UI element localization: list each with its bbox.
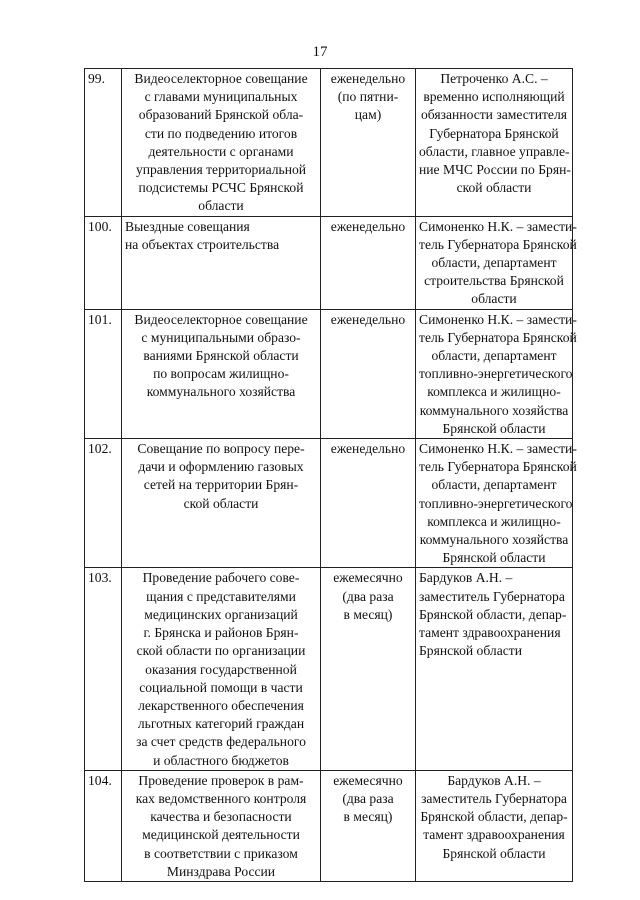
responsible-line: Брянской области, депар- bbox=[419, 606, 567, 622]
period-line: ежемесячно bbox=[333, 570, 403, 586]
event-name-line: медицинской деятельности bbox=[142, 827, 300, 843]
responsible-line: тель Губернатора Брянской bbox=[419, 236, 577, 252]
responsible-line: области, департамент bbox=[431, 255, 557, 271]
responsible-line: Симоненко Н.К. – замести- bbox=[419, 311, 577, 327]
event-name-line: с муниципальными образо- bbox=[141, 329, 301, 345]
events-table bbox=[84, 68, 577, 882]
period-line: еженедельно bbox=[330, 441, 406, 457]
row-number: 104. bbox=[85, 770, 122, 881]
responsible-line: Брянской области bbox=[419, 643, 522, 659]
row-number: 103. bbox=[85, 568, 122, 770]
period-line: (два раза bbox=[342, 790, 394, 806]
period-cell bbox=[321, 69, 416, 217]
responsible-line: заместитель Губернатора bbox=[421, 790, 567, 806]
period-line: еженедельно bbox=[330, 311, 406, 327]
responsible-line: тель Губернатора Брянской bbox=[419, 459, 577, 475]
period-cell bbox=[321, 309, 416, 438]
responsible-line: комплекса и жилищно- bbox=[427, 513, 561, 529]
event-name-line: по вопросам жилищно- bbox=[153, 366, 289, 382]
event-name-line: Проведение проверок в рам- bbox=[138, 772, 304, 788]
event-name-line: Видеоселекторное совещание bbox=[134, 71, 308, 86]
event-name-line: ской области bbox=[183, 495, 259, 511]
period-line: еженедельно bbox=[330, 71, 406, 86]
period-line: (два раза bbox=[342, 588, 394, 604]
row-number: 101. bbox=[85, 309, 122, 438]
table-row bbox=[85, 568, 573, 770]
responsible-line: области, главное управле- bbox=[419, 143, 570, 159]
event-name-line: Минздрава России bbox=[166, 863, 276, 879]
responsible-line: коммунального хозяйства bbox=[419, 532, 569, 548]
responsible-line: строительства Брянской bbox=[424, 273, 564, 289]
responsible-line: Брянской области, депар- bbox=[420, 809, 568, 825]
period-line: в месяц) bbox=[343, 606, 393, 622]
responsible-line: топливно-энергетического bbox=[419, 495, 573, 511]
events-table-body bbox=[85, 69, 577, 882]
event-name-line: щания с представителями bbox=[146, 588, 296, 604]
event-name-line: г. Брянска и районов Брян- bbox=[143, 625, 299, 641]
responsible-cell bbox=[416, 439, 577, 568]
responsible-line: Бардуков А.Н. – bbox=[447, 772, 541, 788]
event-name-line: на объектах строительства bbox=[125, 236, 280, 252]
event-name-line: управления территориальной bbox=[135, 162, 307, 178]
event-name-line: и областного бюджетов bbox=[153, 752, 289, 768]
event-name-line: коммунального хозяйства bbox=[146, 384, 296, 400]
event-name-line: в соответствии с приказом bbox=[144, 845, 298, 861]
event-name-line: качества и безопасности bbox=[150, 809, 292, 825]
event-name-line: ваниями Брянской области bbox=[143, 348, 299, 364]
period-cell bbox=[321, 568, 416, 770]
responsible-line: Бардуков А.Н. – bbox=[419, 570, 513, 586]
responsible-line: Брянской области bbox=[442, 550, 546, 566]
period-cell bbox=[321, 216, 416, 309]
period-cell bbox=[321, 439, 416, 568]
table-row bbox=[85, 770, 573, 881]
table-row bbox=[85, 216, 573, 309]
responsible-line: тель Губернатора Брянской bbox=[419, 329, 577, 345]
responsible-line: Петроченко А.С. – bbox=[440, 71, 548, 86]
responsible-cell bbox=[416, 69, 573, 217]
responsible-line: временно исполняющий bbox=[423, 89, 565, 105]
event-name-cell bbox=[122, 216, 321, 309]
responsible-line: комплекса и жилищно- bbox=[427, 384, 561, 400]
table-row bbox=[85, 309, 573, 438]
table-row bbox=[85, 439, 573, 568]
event-name-line: Проведение рабочего сове- bbox=[142, 570, 300, 586]
event-name-line: за счет средств федерального bbox=[136, 734, 306, 750]
event-name-line: сти по подведению итогов bbox=[144, 125, 298, 141]
responsible-cell bbox=[416, 770, 573, 881]
event-name-line: с главами муниципальных bbox=[144, 89, 298, 105]
period-line: в месяц) bbox=[343, 809, 393, 825]
event-name-line: ках ведомственного контроля bbox=[135, 790, 307, 806]
responsible-line: тамент здравоохранения bbox=[423, 827, 565, 843]
responsible-cell bbox=[416, 309, 577, 438]
responsible-line: Симоненко Н.К. – замести- bbox=[419, 218, 577, 234]
event-name-line: дачи и оформлению газовых bbox=[138, 459, 304, 475]
event-name-cell bbox=[122, 568, 321, 770]
row-number: 99. bbox=[85, 69, 122, 217]
event-name-cell bbox=[122, 309, 321, 438]
event-name-line: лекарственного обеспечения bbox=[138, 697, 304, 713]
row-number: 100. bbox=[85, 216, 122, 309]
event-name-line: медицинских организаций bbox=[144, 606, 298, 622]
responsible-cell bbox=[416, 216, 577, 309]
event-name-line: подсистемы РСЧС Брянской bbox=[138, 180, 304, 196]
event-name-line: области bbox=[198, 198, 244, 214]
period-cell bbox=[321, 770, 416, 881]
period-line: еженедельно bbox=[330, 218, 406, 234]
table-row bbox=[85, 69, 573, 217]
event-name-line: льготных категорий граждан bbox=[137, 716, 305, 732]
event-name-cell bbox=[122, 439, 321, 568]
responsible-cell bbox=[416, 568, 573, 770]
event-name-cell bbox=[122, 770, 321, 881]
responsible-line: коммунального хозяйства bbox=[419, 402, 569, 418]
event-name-line: Выездные совещания bbox=[125, 218, 250, 234]
event-name-line: оказания государственной bbox=[145, 661, 297, 677]
responsible-line: заместитель Губернатора bbox=[419, 588, 565, 604]
responsible-line: Губернатора Брянской bbox=[429, 125, 559, 141]
responsible-line: топливно-энергетического bbox=[419, 366, 573, 382]
responsible-line: Симоненко Н.К. – замести- bbox=[419, 441, 577, 457]
responsible-line: области, департамент bbox=[431, 477, 557, 493]
event-name-line: образований Брянской обла- bbox=[138, 107, 304, 123]
page-number: 17 bbox=[312, 44, 328, 60]
event-name-cell bbox=[122, 69, 321, 217]
responsible-line: области, департамент bbox=[431, 348, 557, 364]
event-name-line: Видеоселекторное совещание bbox=[134, 311, 308, 327]
responsible-line: Брянской области bbox=[442, 420, 546, 436]
event-name-line: сетей на территории Брян- bbox=[143, 477, 299, 493]
responsible-line: Брянской области bbox=[442, 845, 546, 861]
responsible-line: области bbox=[471, 291, 517, 307]
event-name-line: ской области по организации bbox=[136, 643, 306, 659]
row-number: 102. bbox=[85, 439, 122, 568]
period-line: ежемесячно bbox=[333, 772, 403, 788]
responsible-line: обязанности заместителя bbox=[420, 107, 567, 123]
event-name-line: Совещание по вопросу пере- bbox=[137, 441, 305, 457]
responsible-line: тамент здравоохранения bbox=[419, 625, 561, 641]
period-line: цам) bbox=[354, 107, 382, 123]
responsible-line: ской области bbox=[456, 180, 532, 196]
responsible-line: ние МЧС России по Брян- bbox=[419, 162, 571, 178]
period-line: (по пятни- bbox=[337, 89, 399, 105]
event-name-line: деятельности с органами bbox=[148, 143, 294, 159]
event-name-line: социальной помощи в части bbox=[139, 679, 303, 695]
